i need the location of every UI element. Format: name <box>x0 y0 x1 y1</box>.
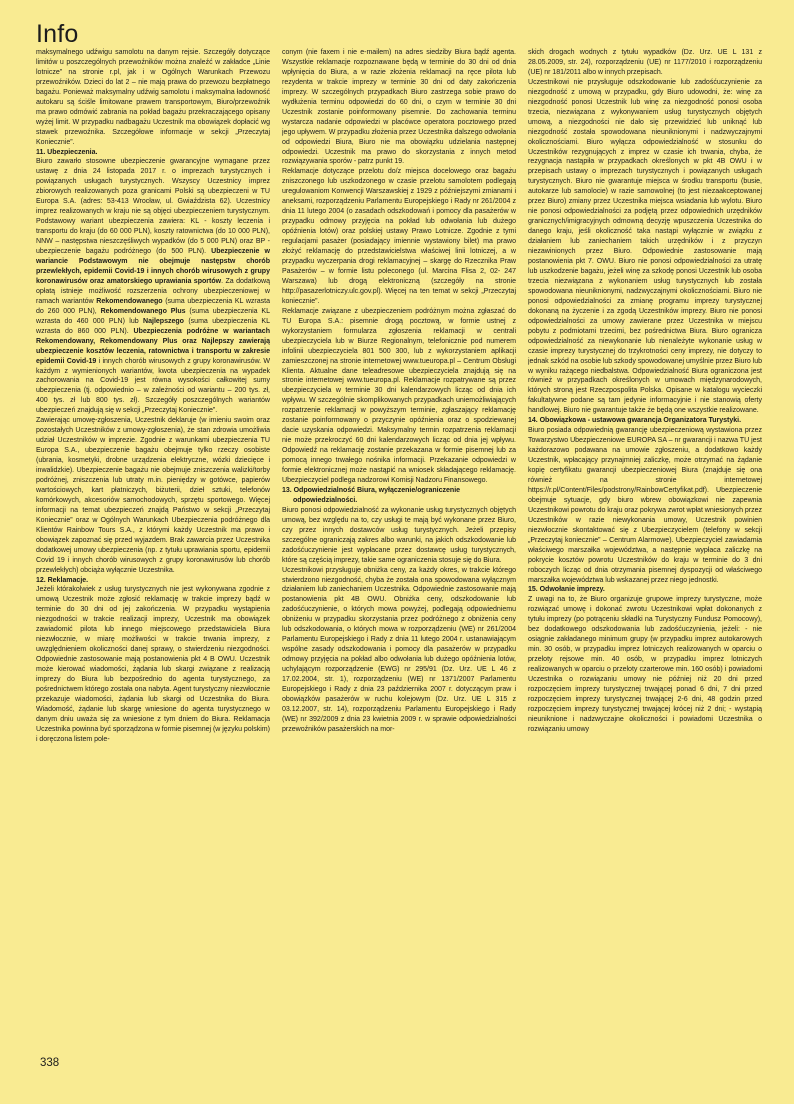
body-paragraph: maksymalnego udźwigu samolotu na danym rejsie. Szczegóły dotyczące limitów u poszczególnych przewoźników można znaleźć w zakładce „Linie lotnicze” na stronie r.pl, jak i w Ogólnych Warunkach Przewozu przewoźników. Dzieci do lat 2 – nie mają prawa do przewozu bezpłatnego bagażu. Ponieważ maksymalny udźwig samolotu i maksymalna ładowność autokaru są ściśle limitowane prawem transportowym, Biuro/przewoźnik ma prawo odmówić zabrania na pokład bagażu przekraczającego opisany wyżej limit. W przypadku nadbagażu Uczestnik ma obowiązek dopłacić wg stawek przewoźnika. Szczegółowe informacje w sekcji „Przeczytaj Koniecznie”. <box>36 49 270 146</box>
body-paragraph: Biuro ponosi odpowiedzialność za wykonanie usług turystycznych objętych umową, bez względu na to, czy usługi te mają być wykonane przez Biuro, czy przez innych dostawców usług turystycznych. Jeżeli przepisy szczególne ograniczają zakres albo warunki, na jakich odszkodowanie lub zadośćuczynienie jest wypłacane przez dostawcę usług turystycznych, które są częścią imprezy, takie same ograniczenia stosuje się do Biura. <box>282 506 516 564</box>
body-paragraph <box>36 157 270 416</box>
section-heading: 12. Reklamacje. <box>36 576 89 584</box>
body-text: Biuro zawarło stosowne ubezpieczenie gwarancyjne wymagane przez ustawę z dnia 24 listopada 2017 r. o imprezach turystycznych i powiązanych usługach turystycznych. Wszyscy Uczestnicy imprez zbiorowych realizowanych poza granicami Polski są ubezpieczeni w TU Europa S.A. (adres: 53-413 Wrocław, ul. Gwiaździsta 62). Uczestnicy imprez realizowanych w kraju nie są objęci ubezpieczeniem turystycznym. Podstawowy wariant ubezpieczenia zawiera: KL - koszty leczenia i transportu do kraju (do 60 000 PLN), koszty ratownictwa (do 10 000 PLN), NNW – następstwa nieszczęśliwych wypadków (do 5 000 PLN) oraz BP - ubezpieczenie bagażu podróżnego (do 500 PLN). <box>36 158 270 256</box>
page-title: Info <box>36 20 79 48</box>
emphasis-text: Ubezpieczenie w wariancie Podstawowym nie obejmuje następstw chorób przewlekłych, epidemii Covid-19 i innych chorób wirusowych z grupy koronawirusów oraz amatorskiego uprawiania sportów <box>36 248 270 285</box>
body-paragraph: Biuro posiada odpowiednią gwarancję ubezpieczeniową wystawiona przez Towarzystwo Ubezpieczeniowe EUROPA SA – nr gwarancji i nazwa TU jest każdorazowo podawana na umowie zgłoszeniu, a dodatkowo każdy Uczestnik, wpłacający przynajmniej zaliczkę, może otrzymać na żądanie kopię certyfikatu gwarancji ubezpieczeniowej Biura (znajduje się ona również na stronie internetowej https://r.pl/Content/Files/podstrony/RainbowCertyfikat.pdf). Ubezpieczenie obejmuje sytuacje, gdy biuro wbrew obowiązkowi nie zapewnia Uczestnikowi powrotu do kraju oraz pokrywa zwrot wpłat wniesionych przez Uczestników w razie niewykonania umowy, Uczestnik powinien niezwłocznie skontaktować się z Ubezpieczycielem (telefony w sekcji „Przeczytaj koniecznie” – Centrum Alarmowe). Ubezpieczyciel zawiadamia właściwego marszałka województwa, a następnie wypłaca zaliczkę na pokrycie kosztów powrotu Uczestników do kraju w terminie do 3 dni roboczych licząc od dnia otrzymania pisemnej dyspozycji od właściwego marszałka województwa lub wskazanej przez niego jednostki. <box>528 427 762 584</box>
body-text: (suma ubezpieczenia KL wzrasta do 260 000 PLN), <box>36 297 270 315</box>
emphasis-text: Najlepszego <box>143 317 184 325</box>
body-paragraph: skich drogach wodnych z tytułu wypadków (Dz. Urz. UE L 131 z 28.05.2009, str. 24), rozporządzeniu (UE) nr 1177/2010 i rozporządzeniu (UE) nr 181/2011 albo w innych przepisach. <box>528 49 762 76</box>
section-heading: 14. Obowiązkowa - ustawowa gwarancja Organizatora Turystyki. <box>528 417 742 425</box>
body-text: (suma ubezpieczenia KL wzrasta do 860 000 PLN). <box>36 317 270 335</box>
section-heading: 13. Odpowiedzialność Biura, wyłączenie/ograniczenie odpowiedzialności. <box>282 486 461 504</box>
body-paragraph: Z uwagi na to, że Biuro organizuje grupowe imprezy turystyczne, może rozwiązać umowę i dokonać zwrotu Uczestnikowi wpłat dokonanych z tytułu imprezy (po potrąceniu składki na Turystyczny Fundusz Pomocowy), bez dodatkowego odszkodowania lub zadośćuczynienia, jeżeli: - nie osiągnie zakładanego minimum grupy (w przypadku imprez autokarowych min. 30 osób, w przypadku imprez lotniczych realizowanych w oparciu o przeloty rejsowe min. 40 osób, w przypadku imprez lotniczych realizowanych w oparciu o przeloty czarterowe min. 160 osób) i powiadomi Uczestnika o rozwiązaniu umowy nie później niż 20 dni przed rozpoczęciem imprezy turystycznej trwającej ponad 6 dni, 7 dni przed rozpoczęciem imprezy turystycznej trwającej 2-6 dni, 48 godzin przed rozpoczęciem imprezy turystycznej trwającej krócej niż 2 dni; - wystąpią nieuniknione i nadzwyczajne okoliczności i powiadomi Uczestnika o rozwiązaniu umowy <box>528 596 762 733</box>
text-columns <box>36 48 762 1028</box>
emphasis-text: Rekomendowanego Plus <box>100 307 186 315</box>
page-number: 338 <box>40 1057 60 1069</box>
emphasis-text: Ubezpieczenia podróżne w wariantach Rekomendowany, Rekomendowany Plus oraz Najlepszy zawierają ubezpieczenie kosztów leczenia, ratownictwa i transportu w zakresie epidemii Covid-19 <box>36 327 270 365</box>
body-text: i innych chorób wirusowych z grupy koronawirusów. W każdym z wymienionych wariantów, kwota ubezpieczenia na wypadek zachorowania na Covid-19 jest równa wysokości całkowitej sumy ubezpieczenia (tj. odpowiednio – w zależności od wariantu – 200 tys. zł, 400 tys. zł lub 800 tys. zł). Szczegóły poszczególnych wariantów ubezpieczeń znajdują się w sekcji „Przeczytaj Koniecznie”. <box>36 357 270 415</box>
section-heading: 15. Odwołanie imprezy. <box>528 586 605 594</box>
column-1 <box>36 48 270 1028</box>
body-paragraph: Uczestnikowi nie przysługuje odszkodowanie lub zadośćuczynienie za niezgodność z umową w przypadku, gdy Biuro udowodni, że: winę za niezgodność ponosi Uczestnik lub winę za niezgodność ponosi osoba trzecia, niezwiązana z wykonywaniem usług turystycznych objętych umową, a niezgodności nie dało się przewidzieć lub uniknąć lub niezgodność została spowodowana nieuniknionymi i nadzwyczajnymi okolicznościami. Biuro wyłącza odpowiedzialność w stosunku do Uczestników rezygnujących z imprez w czasie ich trwania, chyba, że rezygnacja nastąpiła w przypadkach określonych w pkt 4B OWU i w przepisach ustawy o imprezach turystycznych i powiązanych usługach turystycznych. Biuro nie gwarantuje miejsca w środku transportu (busie, autokarze lub samolocie) w razie samowolnej (to jest niezaakceptowanej przez Biuro) zmiany przez Uczestnika miejsca wsiadania lub wylotu. Biuro nie ponosi odpowiedzialności za podjętą przez odpowiednich urzędników granicznych/imigracyjnych odmowną decyzję wpuszczenia Uczestnika do danego kraju, jeśli okoliczność taka nastąpi wyłącznie w związku z działaniem lub zaniechaniem takich urzędników i z przyczyn niezawinionych przez Biuro. Odpowiednie zastosowanie mają postanowienia pkt 7. OWU. Biuro nie ponosi odpowiedzialności za utratę lub uszkodzenie bagażu, jeżeli winę za szkodę ponosi Uczestnik lub osoba trzecia niezwiązana z wykonaniem usług turystycznych lub została spowodowana nieuniknionymi, nadzwyczajnymi okolicznościami. Biuro nie ponosi odpowiedzialności za zmianę programu imprezy turystycznej dokonaną na życzenie i za zgodą Uczestników imprezy. Biuro nie ponosi odpowiedzialności za umowy zawierane przez Uczestnika w miejscu pobytu z podmiotami trzecimi, bez pośrednictwa Biura. Biuro ogranicza odpowiedzialność za niewykonanie lub nienależyte wykonanie usług w czasie imprezy turystycznej do trzykrotności ceny imprezy, nie dotyczy to jednak szkód na osobie lub szkody spowodowanej umyślnie przez Biuro lub w wyniku rażącego niedbalstwa. Odpowiedzialność Biura ograniczona jest również w przypadkach określonych w umowach międzynarodowych, których stroną jest Rzeczpospolita Polska. Opisane w katalogu wycieczki fakultatywne podane są tam jedynie informacyjnie i nie stanowią oferty handlowej. Biuro nie gwarantuje także że będą one wszystkie realizowane. <box>528 78 762 415</box>
body-paragraph: Jeżeli którakolwiek z usług turystycznych nie jest wykonywana zgodnie z umową Uczestnik może zgłosić reklamację w trakcie imprezy bądź w terminie do 30 dni od jej zakończenia. W przypadku wystąpienia niezgodności w trakcie realizacji imprezy, Uczestnik ma obowiązek zawiadomić pilota lub innego miejscowego przedstawiciela Biura niezwłocznie, w miarę możliwości w trakcie trwania imprezy, z uwzględnieniem okoliczności danej sprawy, o stwierdzeniu niezgodności. Odpowiednie zastosowanie mają postanowienia pkt 4 B OWU. Uczestnik może kierować wiadomości, żądania lub skargi związane z realizacją imprezy do Biura lub bezpośrednio do agenta turystycznego, za pośrednictwem którego została ona nabyta. Agent turystyczny niezwłocznie przekazuje wiadomości, żądania lub skargi od Uczestnika do Biura. Wiadomość, żądanie lub skargę wniesione do agenta turystycznego w danym dniu uważa się za wniesione z tym dniem do Biura. Reklamacja Uczestnika powinna być sporządzona w formie pisemnej (w języku polskim) i doręczona listem pole- <box>36 586 270 743</box>
body-text: . Za dodatkową opłatą istnieje możliwość rozszerzenia ochrony ubezpieczeniowej w ramach wariantów <box>36 277 270 305</box>
body-paragraph: Zawierając umowę-zgłoszenia, Uczestnik deklaruje (w imieniu swoim oraz pozostałych Uczestników z umowy-zgłoszenia), że stan zdrowia umożliwia udział Uczestników w imprezie. Zgodnie z warunkami ubezpieczenia TU Europa S.A., ubezpieczenie bagażu obejmuje tylko rzeczy osobiste (ubrania, kosmetyki, drobne urządzenia elektryczne, wózki dziecięce i inwalidzkie). Ubezpieczenie bagażu nie obejmuje zniszczenia walizki/torby podróżnej, zniszczenia lub utraty m.in. pieniędzy w gotówce, papierów wartościowych, kart płatniczych, biżuterii, dzieł sztuki, telefonów komórkowych, akcesoriów samochodowych, sprzętu sportowego. Więcej informacji na temat ubezpieczeń znajdą Państwo w sekcji „Przeczytaj Koniecznie” oraz w Ogólnych Warunkach Ubezpieczenia podróżnego dla Klientów Rainbow Tours S.A., z którymi każdy Uczestnik ma prawo i obowiązek zapoznać się przed wyjazdem. Brak zawarcia przez Uczestnika dodatkowej umowy ubezpieczenia (np. z tytułu uprawiania sportu, epidemii Covid 19 i innych chorób wirusowych z grupy koronawirusów lub chorób przewlekłych) obciąża wyłącznie Uczestnika. <box>36 417 270 574</box>
emphasis-text: Rekomendowanego <box>96 297 163 305</box>
body-paragraph: conym (nie faxem i nie e-mailem) na adres siedziby Biura bądź agenta. Wszystkie reklamacje rozpoznawane będą w terminie do 30 dni od dnia wpłynięcia do Biura, a w razie złożenia reklamacji na ręce pilota lub rezydenta w trakcie imprezy w terminie 30 dni od daty zakończenia imprezy. W szczególnych przypadkach Biuro zastrzega sobie prawo do wydłużenia terminu odpowiedzi do 60 dni, o czym w terminie 30 dni Uczestnik zostanie poinformowany pisemnie. Do zachowania terminu wystarcza nadanie odpowiedzi w placówce operatora pocztowego przed jego upływem. W przypadku złożenia przez Uczestnika dalszego odwołania od odpowiedzi Biura, Biuro nie ma obowiązku udzielania następnej odpowiedzi. Uczestnik ma prawo do skorzystania z innych metod rozwiązywania sporów - patrz punkt 19. <box>282 49 516 166</box>
body-paragraph: Uczestnikowi przysługuje obniżka ceny, za każdy okres, w trakcie którego stwierdzono niezgodność, chyba że została ona spowodowana wyłącznym działaniem lub zaniechaniem Uczestnika. Odpowiednie zastosowanie mają postanowienia pkt 4B OWU. Obniżka ceny, odszkodowanie lub zadośćuczynienie, o których mowa powyżej, podlegają odpowiedniemu obniżeniu w przypadku skorzystania przez podróżnego z obniżenia ceny lub odszkodowania, o których mowa w rozporządzeniu (WE) nr 261/2004 Parlamentu Europejskiego i Rady z dnia 11 lutego 2004 r. ustanawiającym wspólne zasady odszkodowania i pomocy dla pasażerów w przypadku odmowy przyjęcia na pokład albo odwołania lub dużego opóźnienia lotów, uchylającym rozporządzenie (EWG) nr 295/91 (Dz. Urz. UE L 46 z 17.02.2004, str. 1), rozporządzeniu (WE) nr 1371/2007 Parlamentu Europejskiego i Rady z dnia 23 października 2007 r. dotyczącym praw i obowiązków pasażerów w ruchu kolejowym (Dz. Urz. UE L 315 z 03.12.2007, str. 14), rozporządzeniu Parlamentu Europejskiego i Rady (WE) nr 392/2009 z dnia 23 kwietnia 2009 r. w sprawie odpowiedzialności przewoźników pasażerskich na mor- <box>282 566 516 733</box>
body-text: (suma ubezpieczenia KL wzrasta do 460 000 PLN) lub <box>36 307 270 325</box>
body-paragraph: Reklamacje dotyczące przelotu do/z miejsca docelowego oraz bagażu zniszczonego lub uszkodzonego w czasie przelotu samolotem podlegają uregulowaniom Konwencji Warszawskiej z 1929 z późniejszymi zmianami i aneksami, rozporządzeniu Parlamentu Europejskiego i Rady nr 261/2004 z dnia 11 lutego 2004 (o zasadach odszkodowań i pomocy dla pasażerów w przypadku odmowy przyjęcia na pokład lub odwołania lub dużego opóźnienia lotów) oraz polskiej ustawy Prawo Lotnicze. Zgodnie z tymi regulacjami pasażer (posiadający imiennie wystawiony bilet) ma prawo złożyć reklamację do przedstawicielstwa właściwej linii lotniczej, a w przypadku wyczerpania drogi reklamacyjnej – skargę do Rzecznika Praw Pasażerów – w formie listu poleconego (ul. Marcina Flisa 2, 02- 247 Warszawa) lub drogą elektroniczną (szczegóły na stronie http://pasazerlotniczy.ulc.gov.pl). Więcej na ten temat w sekcji „Przeczytaj koniecznie”. <box>282 168 516 305</box>
column-3 <box>528 48 762 1028</box>
column-2 <box>282 48 516 1028</box>
section-heading: 11. Ubezpieczenia. <box>36 148 98 156</box>
body-paragraph: Reklamacje związane z ubezpieczeniem podróżnym można zgłaszać do TU Europa S.A.: pisemnie drogą pocztową, w formie ustnej z wykorzystaniem formularza zgłoszenia reklamacji w centrali ubezpieczyciela lub w Biurze Regionalnym, telefonicznie pod numerem infolinii ubezpieczyciela 801 500 300, lub z wykorzystaniem aplikacji zamieszczonej na stronie internetowej www.tueuropa.pl – Centrum Obsługi Klienta. Aktualne dane teleadresowe ubezpieczyciela znajdują się na stronie internetowej www.tueuropa.pl. Reklamacje rozpatrywane są przez ubezpieczyciela w terminie 30 dni kalendarzowych licząc od dnia ich wpływu. W szczególnie skomplikowanych przypadkach uniemożliwiających rozpatrzenie reklamacji w powyższym terminie, zgłaszający reklamację zostanie poinformowany o przyczynie opóźnienia oraz o spodziewanej dacie uzyskania odpowiedzi. Maksymalny termin rozpatrzenia reklamacji nie może przekroczyć 60 dni kalendarzowych licząc od dnia jej wpływu. Odpowiedź na reklamację zostanie przekazana w formie pisemnej lub za pomocą innego trwałego nośnika informacji. Przekazanie odpowiedzi w formie elektronicznej może nastąpić na wniosek składającego reklamację. Ubezpieczyciel podlega nadzorowi Komisji Nadzoru Finansowego. <box>282 307 516 484</box>
